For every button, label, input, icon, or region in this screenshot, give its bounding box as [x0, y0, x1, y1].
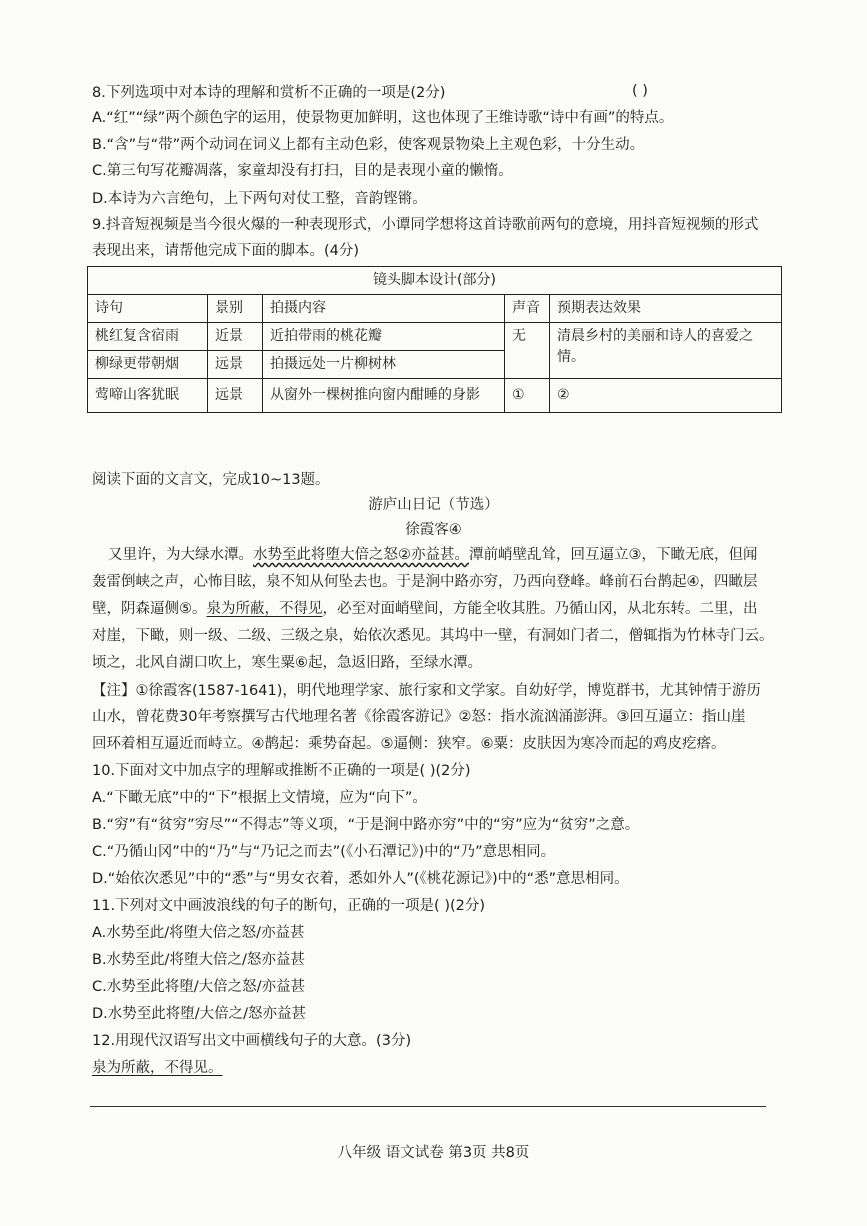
row2-content: 拍摄远处一片柳树林: [263, 351, 505, 379]
reading-intro: 阅读下面的文言文，完成10~13题。: [92, 472, 330, 488]
passage-line-4: 对崖，下瞰，则一级、二级、三级之泉，始依次悉见。其坞中一壁，有洞如门者二，僧辄指为竹林寺门云。: [92, 628, 774, 644]
q11-stem: 11.下列对文中画波浪线的句子的断句，正确的一项是( )(2分): [92, 898, 486, 914]
q10-option-a: A.“下瞰无底”中的“下”根据上文情境，应为“向下”。: [92, 790, 427, 806]
effect-line1: 清晨乡村的美丽和诗人的喜爱之: [557, 328, 753, 344]
table-header-row: [88, 295, 782, 323]
merged-effect-cell: [550, 323, 782, 379]
answer-line: [90, 1106, 766, 1107]
q10-option-c: C.“乃循山冈”中的“乃”与“乃记之而去”(《小石潭记》)中的“乃”意思相同。: [92, 844, 556, 860]
q8-option-d: D.本诗为六言绝句，上下两句对仗工整，音韵铿锵。: [92, 191, 427, 207]
note-line-1: 【注】①徐霞客(1587-1641)，明代地理学家、旅行家和文学家。自幼好学，博览群书，尤其钟情于游历: [92, 683, 761, 699]
q10-stem: 10.下面对文中加点字的理解或推断不正确的一项是( )(2分): [92, 763, 471, 779]
row1-verse: 桃红复含宿雨: [88, 323, 208, 351]
q8-answer-paren: ( ): [632, 83, 648, 99]
row1-content: 近拍带雨的桃花瓣: [263, 323, 505, 351]
passage-line-3: [92, 598, 758, 620]
q8-stem: 8.下列选项中对本诗的理解和赏析不正确的一项是(2分): [92, 85, 446, 101]
table-title: 镜头脚本设计(部分): [88, 267, 782, 295]
merged-sound-cell: 无: [505, 323, 550, 379]
row3-effect-blank: ②: [550, 379, 782, 413]
effect-line2: 情。: [557, 349, 585, 365]
passage-text: 潭前峭壁乱耸，回互逼立③，下瞰无底，但闻: [469, 547, 758, 563]
page-footer: 八年级 语文试卷 第3页 共8页: [337, 1145, 530, 1161]
wavy-underlined-sentence: 水势至此将堕大倍之怒②亦益甚。: [253, 547, 469, 563]
note-line-3: 回环着相互逼近而峙立。④鹊起：乘势奋起。⑤逼侧：狭窄。⑥粟：皮肤因为寒冷而起的鸡皮疙瘩。: [92, 736, 726, 752]
q11-option-b: B.水势至此/将堕大倍之/怒亦益甚: [92, 952, 305, 968]
row3-scene: 远景: [208, 379, 263, 413]
table-row: [88, 379, 782, 413]
q8-option-c: C.第三句写花瓣凋落，家童却没有打扫，目的是表现小童的懒惰。: [92, 163, 513, 179]
q10-option-b: B.“穷”有“贫穷”穷尽”“不得志”等义项，“于是涧中路亦穷”中的“穷”应为“贫穷”之意。: [92, 817, 640, 833]
passage-line-1: [108, 544, 758, 566]
row1-scene: 近景: [208, 323, 263, 351]
q8-option-b: B.“含”与“带”两个动词在词义上都有主动色彩，使客观景物染上主观色彩，十分生动。: [92, 137, 645, 153]
q9-stem-line2: 表现出来，请帮他完成下面的脚本。(4分): [92, 243, 360, 259]
table-row: [88, 323, 782, 351]
passage-text: 又里许，为大绿水潭。: [108, 547, 253, 563]
passage-line-2: 轰雷倒峡之声，心怖目眩，泉不知从何坠去也。于是涧中路亦穷，乃西向登峰。峰前石台鹊起④，四瞰层: [92, 574, 758, 590]
underlined-sentence: 泉为所蔽，不得见: [206, 601, 323, 617]
q8-option-a: A.“红”“绿”两个颜色字的运用，使景物更加鲜明，这也体现了王维诗歌“诗中有画”的特点。: [92, 110, 674, 126]
q11-option-a: A.水势至此/将堕大倍之怒/亦益甚: [92, 925, 305, 941]
header-verse: 诗句: [88, 295, 208, 323]
header-effect: 预期表达效果: [550, 295, 782, 323]
header-scene: 景别: [208, 295, 263, 323]
row3-content: 从窗外一棵树推向窗内酣睡的身影: [263, 379, 505, 413]
row2-verse: 柳绿更带朝烟: [88, 351, 208, 379]
passage-line-5: 顷之，北风自湖口吹上，寒生粟⑥起，急返旧路，至绿水潭。: [92, 655, 482, 671]
q12-stem: 12.用现代汉语写出文中画横线句子的大意。(3分): [92, 1033, 412, 1049]
passage-text: 壁，阴森逼侧⑤。: [92, 601, 207, 617]
header-content: 拍摄内容: [263, 295, 505, 323]
passage-text: ，必至对面峭壁间，方能全收其胜。乃循山冈，从北东转。二里，出: [322, 601, 758, 617]
passage-title: 游庐山日记（节选）: [368, 497, 499, 513]
q11-option-c: C.水势至此将堕/大倍之怒/亦益甚: [92, 979, 306, 995]
q11-option-d: D.水势至此将堕/大倍之/怒亦益甚: [92, 1006, 307, 1022]
note-line-2: 山水，曾花费30年考察撰写古代地理名著《徐霞客游记》②怒：指水流汹涌澎湃。③回互逼立：指山崖: [92, 709, 746, 725]
q10-option-d: D.“始依次悉见”中的“悉”与“男女衣着，悉如外人”(《桃花源记》)中的“悉”意思相同。: [92, 871, 629, 887]
shot-script-table: [87, 266, 782, 413]
row3-verse: 莺啼山客犹眠: [88, 379, 208, 413]
passage-author: 徐霞客④: [405, 522, 462, 538]
row3-sound-blank: ①: [505, 379, 550, 413]
q9-stem-line1: 9.抖音短视频是当今很火爆的一种表现形式，小谭同学想将这首诗歌前两句的意境，用抖音短视频的形式: [92, 217, 759, 233]
header-sound: 声音: [505, 295, 550, 323]
row2-scene: 远景: [208, 351, 263, 379]
q12-sentence: 泉为所蔽，不得见。: [92, 1060, 223, 1076]
